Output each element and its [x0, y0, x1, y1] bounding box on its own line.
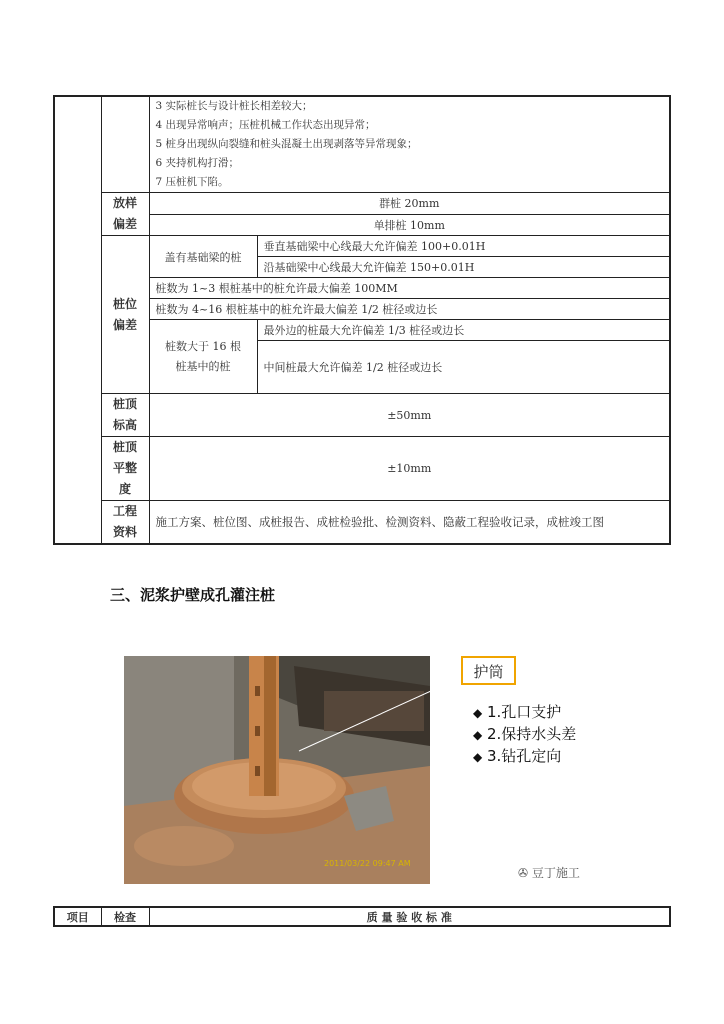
label-line: 度 [118, 482, 131, 496]
beam-pile-label: 盖有基础梁的桩 [149, 236, 257, 278]
issue-item: 3 实际桩长与设计桩长相差较大； [155, 100, 313, 112]
watermark [518, 864, 580, 881]
label-line: 桩位 [112, 296, 137, 311]
pile-acceptance-table [53, 95, 671, 545]
list-item [473, 746, 576, 768]
quality-acceptance-table [53, 906, 671, 927]
pile-count-4-16-value: 桩数为 4~16 根桩基中的桩允许最大偏差 1/2 桩径或边长 [149, 299, 670, 320]
pile-count-1-3-value: 桩数为 1~3 根桩基中的桩允许最大偏差 100MM [149, 278, 670, 299]
label-line: 工程 [112, 504, 137, 518]
casing-photo-drawing [124, 656, 430, 884]
section-heading: 三、泥浆护壁成孔灌注桩 [110, 586, 276, 604]
casing-photo [124, 656, 430, 884]
label-line: 标高 [112, 418, 137, 432]
label-line: 桩基中的桩 [175, 359, 231, 373]
diamond-icon: ◆ [473, 706, 483, 720]
header-check: 检查 [101, 907, 149, 926]
issues-list-cell [149, 96, 670, 193]
wechat-icon: ✇ [518, 866, 529, 880]
casing-callout: 护筒 [461, 656, 516, 685]
list-item [473, 724, 576, 746]
pile-count-gt16-label [149, 320, 257, 394]
bullet-text: 3.钻孔定向 [487, 747, 562, 765]
pile-position-deviation-label [101, 236, 149, 394]
layout-deviation-label [101, 193, 149, 236]
bullet-text: 1.孔口支护 [487, 703, 562, 721]
issue-item: 7 压桩机下陷。 [155, 176, 229, 188]
bullet-text: 2.保持水头差 [487, 725, 577, 743]
photo-timestamp: 2011/03/22 09:47 AM [324, 859, 411, 868]
issue-item: 4 出现异常响声；压桩机械工作状态出现异常； [155, 119, 376, 131]
pile-top-flatness-value: ±10mm [149, 437, 670, 501]
beam-along-value: 沿基础梁中心线最大允许偏差 150+0.01H [257, 257, 670, 278]
label-line: 偏差 [112, 317, 137, 332]
casing-functions-list [473, 702, 576, 768]
label-line: 偏差 [112, 217, 137, 231]
header-item: 项目 [54, 907, 101, 926]
pile-top-elevation-value: ±50mm [149, 394, 670, 437]
issue-item: 5 桩身出现纵向裂缝和桩头混凝土出现剥落等异常现象； [155, 138, 418, 150]
label-line: 桩顶 [112, 397, 137, 411]
engineering-docs-value: 施工方案、桩位图、成桩报告、成桩检验批、检测资料、隐蔽工程验收记录，成桩竣工图 [149, 501, 670, 545]
watermark-text: 豆丁施工 [531, 866, 580, 880]
pile-top-flatness-label [101, 437, 149, 501]
diamond-icon: ◆ [473, 750, 483, 764]
group-pile-value: 群桩 20mm [149, 193, 670, 215]
label-line: 平整 [112, 461, 137, 475]
issue-item: 6 夹持机构打滑； [155, 157, 240, 169]
issues-label-cell [101, 96, 149, 193]
label-line: 桩数大于 16 根 [165, 339, 241, 353]
list-item [473, 702, 576, 724]
engineering-docs-label [101, 501, 149, 545]
middle-pile-value: 中间桩最大允许偏差 1/2 桩径或边长 [257, 341, 670, 394]
diamond-icon: ◆ [473, 728, 483, 742]
label-line: 资料 [112, 525, 137, 539]
label-line: 桩顶 [112, 440, 137, 454]
pile-top-elevation-label [101, 394, 149, 437]
label-line: 放样 [112, 196, 137, 210]
header-standard: 质 量 验 收 标 准 [149, 907, 670, 926]
beam-perpendicular-value: 垂直基础梁中心线最大允许偏差 100+0.01H [257, 236, 670, 257]
outer-pile-value: 最外边的桩最大允许偏差 1/3 桩径或边长 [257, 320, 670, 341]
item-column-cell [54, 96, 101, 544]
single-row-pile-value: 单排桩 10mm [149, 214, 670, 236]
